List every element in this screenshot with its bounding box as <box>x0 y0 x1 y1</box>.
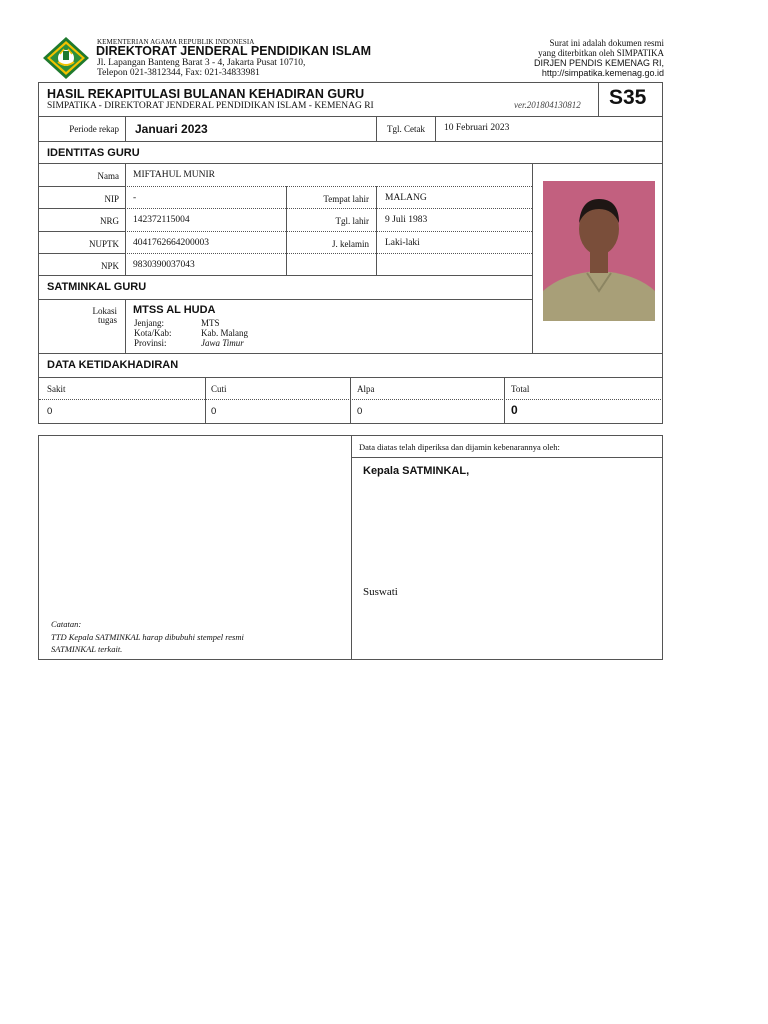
periode-label: Periode rekap <box>69 124 119 134</box>
version-text: ver.201804130812 <box>514 100 581 110</box>
satminkal-section-title: SATMINKAL GURU <box>47 281 147 293</box>
ministry-name: KEMENTERIAN AGAMA REPUBLIK INDONESIA <box>97 38 255 46</box>
signature-box <box>38 435 663 660</box>
directorate-name: DIREKTORAT JENDERAL PENDIDIKAN ISLAM <box>96 44 372 58</box>
attendance-recap-form <box>38 82 663 424</box>
tgl-cetak-label: Tgl. Cetak <box>387 124 425 134</box>
kota-value: Kab. Malang <box>201 328 248 338</box>
total-label: Total <box>511 384 530 394</box>
jenjang-label: Jenjang: <box>134 318 164 328</box>
cuti-value: 0 <box>211 406 217 417</box>
notice-line-2: yang diterbitkan oleh SIMPATIKA <box>538 48 664 58</box>
ketidakhadiran-section-title: DATA KETIDAKHADIRAN <box>47 359 179 371</box>
identitas-section-title: IDENTITAS GURU <box>47 147 140 159</box>
npk-label: NPK <box>100 261 119 271</box>
form-title: HASIL REKAPITULASI BULANAN KEHADIRAN GURU <box>47 87 365 101</box>
form-code: S35 <box>609 86 647 109</box>
nrg-label: NRG <box>99 216 119 226</box>
notice-line-3: DIRJEN PENDIS KEMENAG RI, <box>533 58 664 68</box>
tgl-lahir-value: 9 Juli 1983 <box>385 215 428 225</box>
provinsi-label: Provinsi: <box>134 338 167 348</box>
teacher-photo <box>543 181 655 321</box>
kota-label: Kota/Kab: <box>134 328 172 338</box>
nrg-value: 142372115004 <box>133 215 190 225</box>
lokasi-label-2: tugas <box>98 315 117 325</box>
tempat-lahir-label: Tempat lahir <box>323 194 369 204</box>
lokasi-label-1: Lokasi <box>92 306 117 316</box>
signer-name: Suswati <box>363 586 398 598</box>
nuptk-label: NUPTK <box>88 239 119 249</box>
phone-text: Telepon 021-3812344, Fax: 021-34833981 <box>97 68 260 78</box>
jkelamin-label: J. kelamin <box>332 239 369 249</box>
alpa-value: 0 <box>357 406 363 417</box>
sakit-label: Sakit <box>47 384 66 394</box>
nama-value: MIFTAHUL MUNIR <box>133 170 216 180</box>
nuptk-value: 4041762664200003 <box>133 238 209 248</box>
nip-label: NIP <box>104 194 119 204</box>
notice-url[interactable]: http://simpatika.kemenag.go.id <box>541 68 664 78</box>
jkelamin-value: Laki-laki <box>385 238 420 248</box>
note-label: Catatan: <box>51 619 82 629</box>
total-value: 0 <box>511 403 518 417</box>
nama-label: Nama <box>97 171 119 181</box>
sakit-value: 0 <box>47 406 53 417</box>
tempat-lahir-value: MALANG <box>385 193 427 203</box>
notice-line-1: Surat ini adalah dokumen resmi <box>549 38 664 48</box>
periode-value: Januari 2023 <box>135 122 208 136</box>
note-line-1: TTD Kepala SATMINKAL harap dibubuhi stempel resmi <box>51 632 244 642</box>
npk-value: 9830390037043 <box>133 260 195 270</box>
jenjang-value: MTS <box>201 318 220 328</box>
nip-value: - <box>133 193 137 203</box>
form-subtitle: SIMPATIKA - DIREKTORAT JENDERAL PENDIDIKAN ISLAM - KEMENAG RI <box>47 101 374 111</box>
tgl-lahir-label: Tgl. lahir <box>335 216 369 226</box>
provinsi-value: Jawa Timur <box>201 338 244 348</box>
address-text: Jl. Lapangan Banteng Barat 3 - 4, Jakarta Pusat 10710, <box>97 58 306 68</box>
alpa-label: Alpa <box>357 384 375 394</box>
signer-role: Kepala SATMINKAL, <box>363 465 470 477</box>
cuti-label: Cuti <box>211 384 227 394</box>
kemenag-emblem-icon <box>42 36 90 80</box>
note-line-2: SATMINKAL terkait. <box>51 644 123 654</box>
school-name: MTSS AL HUDA <box>133 304 216 316</box>
verified-text: Data diatas telah diperiksa dan dijamin kebenarannya oleh: <box>359 442 560 452</box>
tgl-cetak-value: 10 Februari 2023 <box>444 123 510 133</box>
